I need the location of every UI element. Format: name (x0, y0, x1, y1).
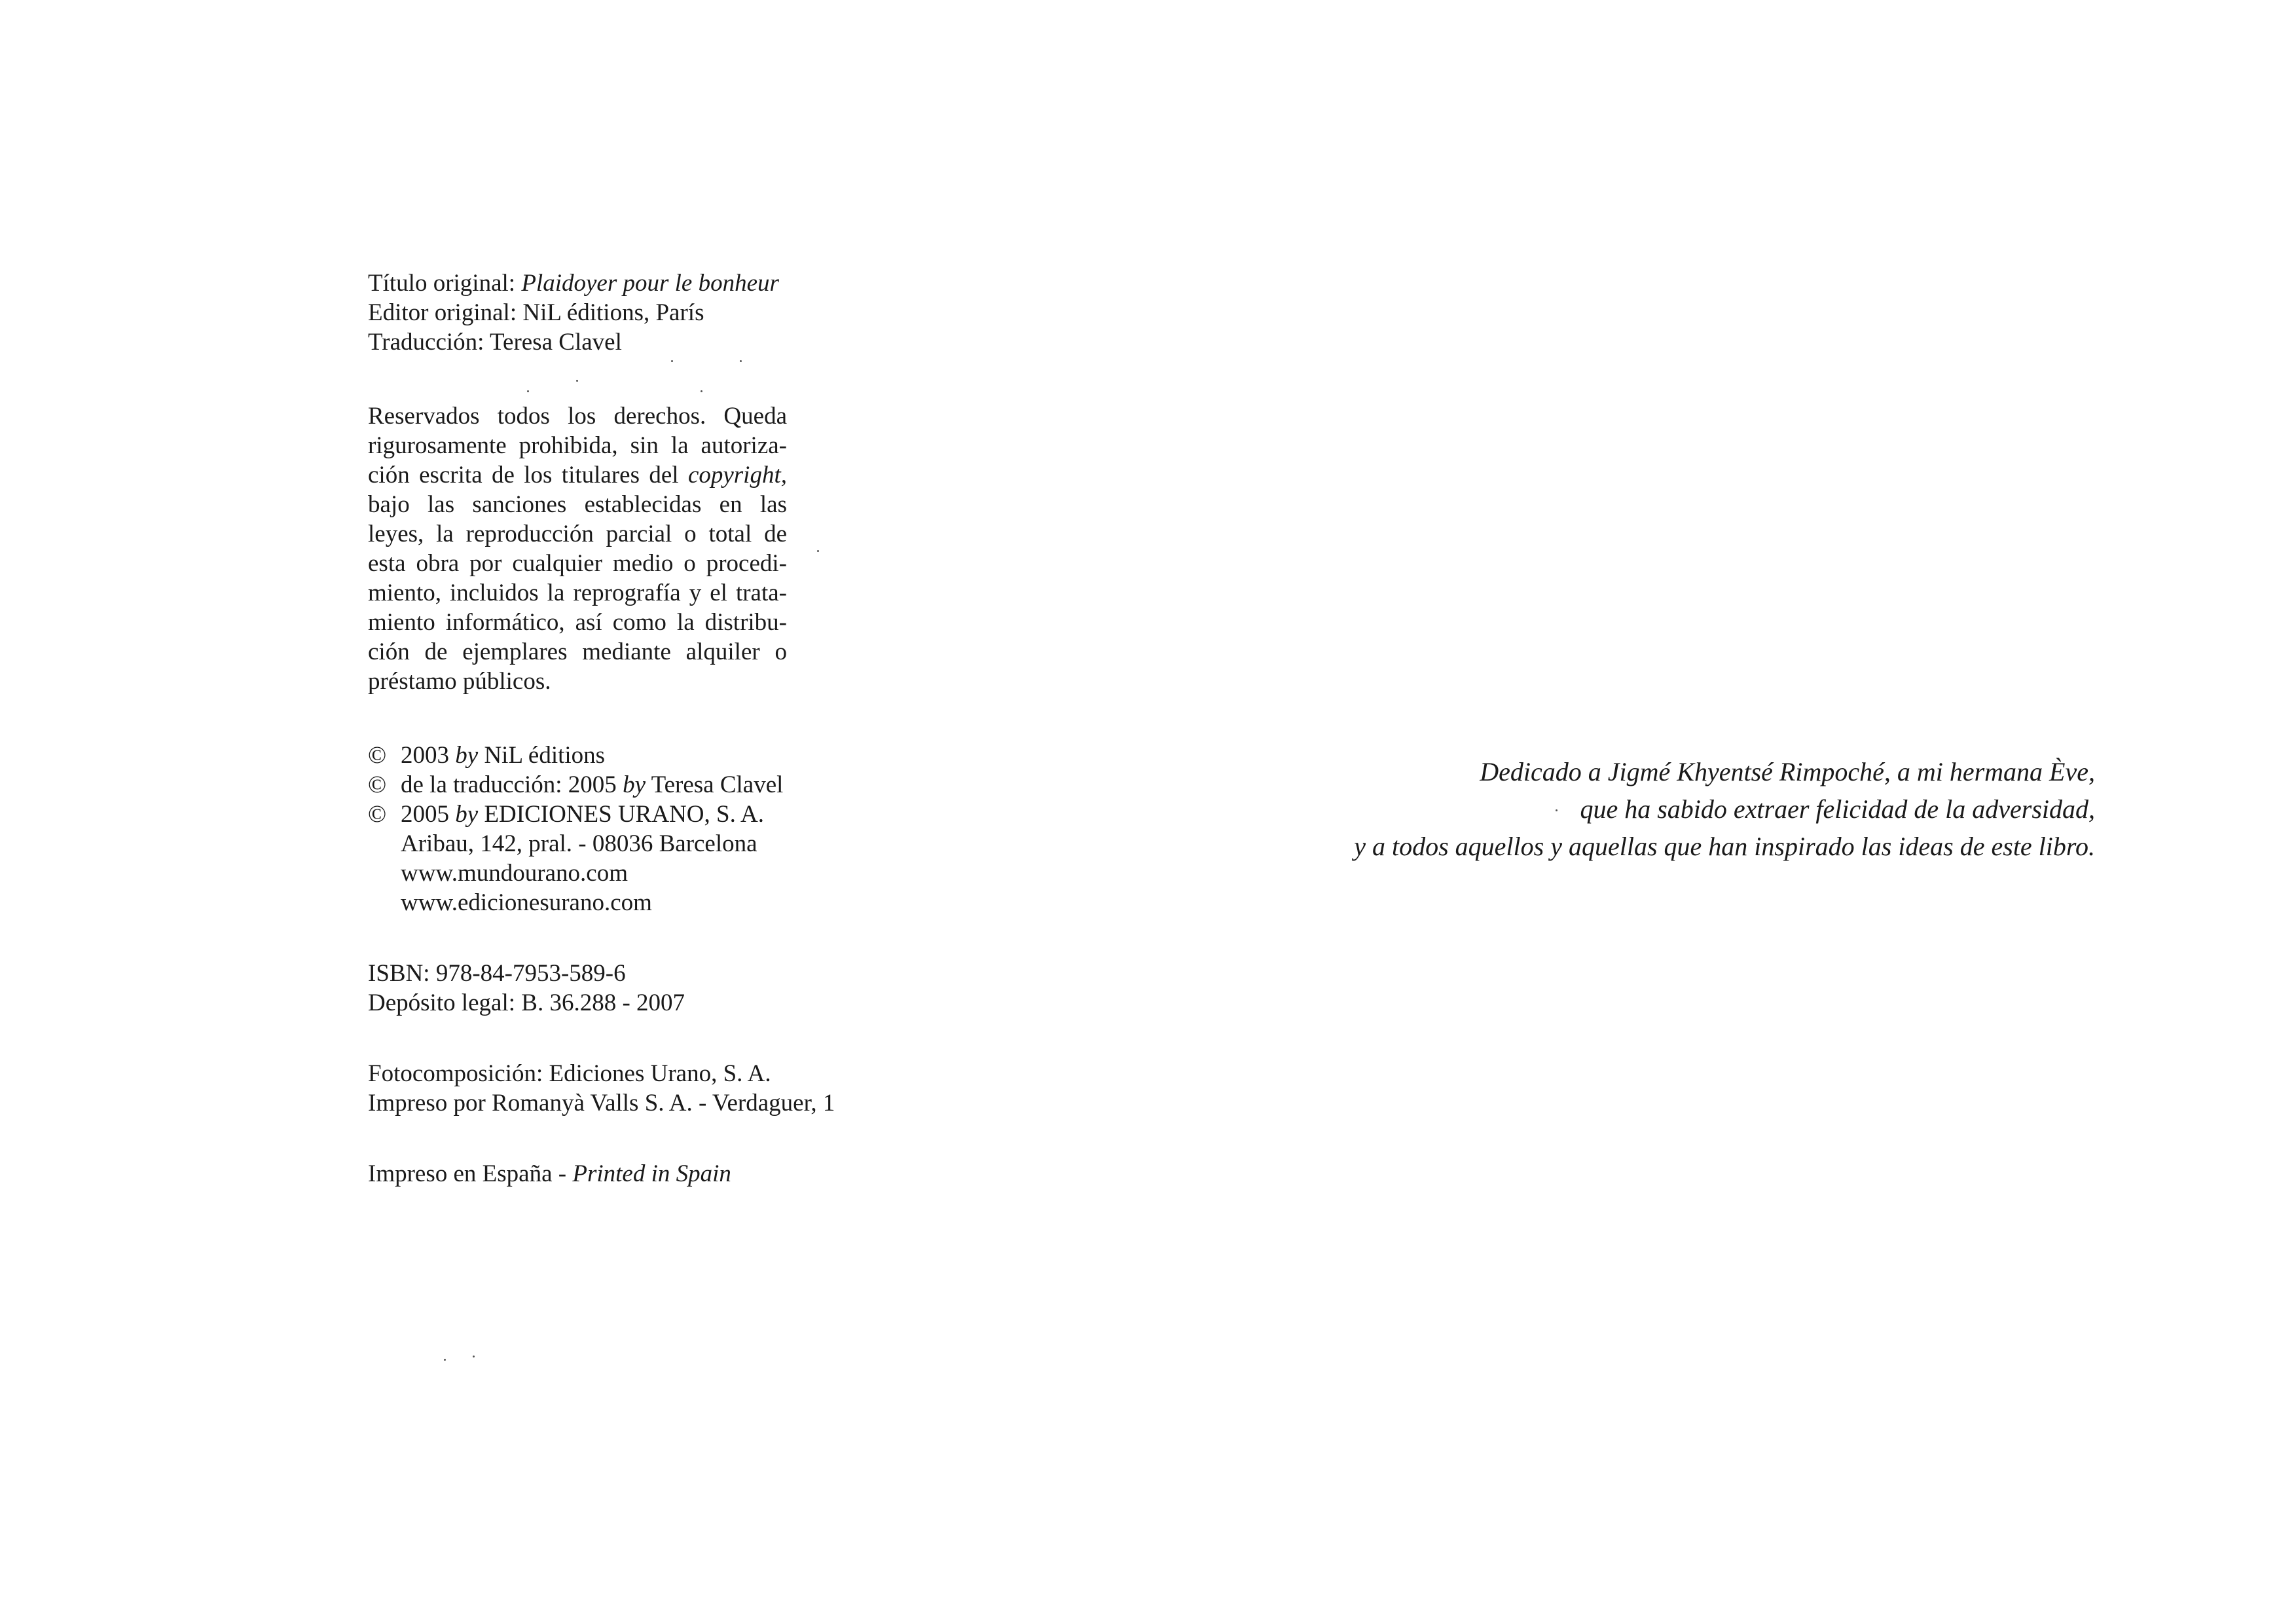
rights-line: miento, incluidos la reprografía y el trata- (368, 580, 787, 606)
by-word: by (623, 771, 646, 798)
rights-line: miento informático, así como la distribu- (368, 609, 787, 636)
legal-deposit: Depósito legal: B. 36.288 - 2007 (368, 989, 685, 1016)
copyright-original (368, 741, 793, 770)
printed-in-spanish: Impreso en España - (368, 1160, 567, 1187)
scan-speck (740, 360, 742, 362)
translator-line: Traducción: Teresa Clavel (368, 329, 622, 356)
publisher-name: EDICIONES URANO, S. A. (484, 801, 765, 828)
scan-speck (671, 360, 673, 362)
rights-line: rigurosamente prohibida, sin la autoriza- (368, 432, 787, 459)
scan-speck (1556, 809, 1558, 811)
copyright-year: 2003 (401, 742, 449, 769)
printed-in-english: Printed in Spain (572, 1160, 731, 1187)
copyright-notices (368, 741, 793, 917)
copyright-page (368, 268, 835, 1189)
printed-in-line (368, 1159, 793, 1189)
translation-copyright-prefix: de la traducción: 2005 (401, 771, 617, 798)
rights-line: leyes, la reproducción parcial o total de (368, 521, 787, 547)
scan-speck (444, 1359, 446, 1361)
copyright-word: copyright, (687, 462, 787, 489)
scan-speck (576, 380, 578, 382)
dedication (1244, 753, 2095, 865)
rights-line: ción de ejemplares mediante alquiler o (368, 638, 787, 665)
right-page-dedication (1148, 0, 2296, 1624)
original-title: Plaidoyer pour le bonheur (521, 270, 779, 297)
original-title-label: Título original: (368, 270, 516, 297)
rights-line: préstamo públicos. (368, 668, 551, 695)
rights-line (368, 460, 787, 490)
production-credits (368, 1059, 835, 1118)
copyright-holder: NiL éditions (484, 742, 606, 769)
copyright-symbol: © (368, 742, 387, 769)
copyright-publisher (368, 800, 793, 829)
dedication-line: que ha sabido extraer felicidad de la adversidad, (1580, 794, 2095, 824)
printer-credit: Impreso por Romanyà Valls S. A. - Verdaguer, 1 (368, 1090, 835, 1116)
original-editor-line: Editor original: NiL éditions, París (368, 299, 704, 326)
publisher-address: Aribau, 142, pral. - 08036 Barcelona (401, 830, 757, 857)
typesetting-credit: Fotocomposición: Ediciones Urano, S. A. (368, 1060, 771, 1087)
scan-speck (701, 390, 702, 392)
rights-line: esta obra por cualquier medio o procedi- (368, 550, 787, 577)
website-link: www.edicionesurano.com (401, 889, 652, 916)
isbn-block (368, 959, 793, 1018)
original-title-line (368, 268, 793, 298)
scan-speck (817, 550, 819, 552)
rights-line-text: ción escrita de los titulares del (368, 462, 679, 489)
copyright-translation (368, 770, 793, 800)
copyright-year: 2005 (401, 801, 449, 828)
printed-in (368, 1159, 793, 1189)
title-credits (368, 268, 793, 357)
by-word: by (455, 801, 479, 828)
dedication-line: y a todos aquellos y aquellas que han inspirado las ideas de este libro. (1354, 832, 2095, 861)
rights-line: bajo las sanciones establecidas en las (368, 491, 787, 518)
website-link: www.mundourano.com (401, 860, 628, 887)
copyright-symbol: © (368, 771, 387, 798)
rights-line: Reservados todos los derechos. Queda (368, 403, 787, 430)
dedication-line: Dedicado a Jigmé Khyentsé Rimpoché, a mi hermana Ève, (1480, 757, 2095, 786)
scan-speck (527, 390, 529, 392)
translator-holder: Teresa Clavel (651, 771, 784, 798)
isbn: ISBN: 978-84-7953-589-6 (368, 960, 626, 987)
rights-reserved-notice (368, 401, 787, 696)
copyright-symbol: © (368, 801, 387, 828)
by-word: by (455, 742, 479, 769)
scan-speck (473, 1356, 475, 1357)
